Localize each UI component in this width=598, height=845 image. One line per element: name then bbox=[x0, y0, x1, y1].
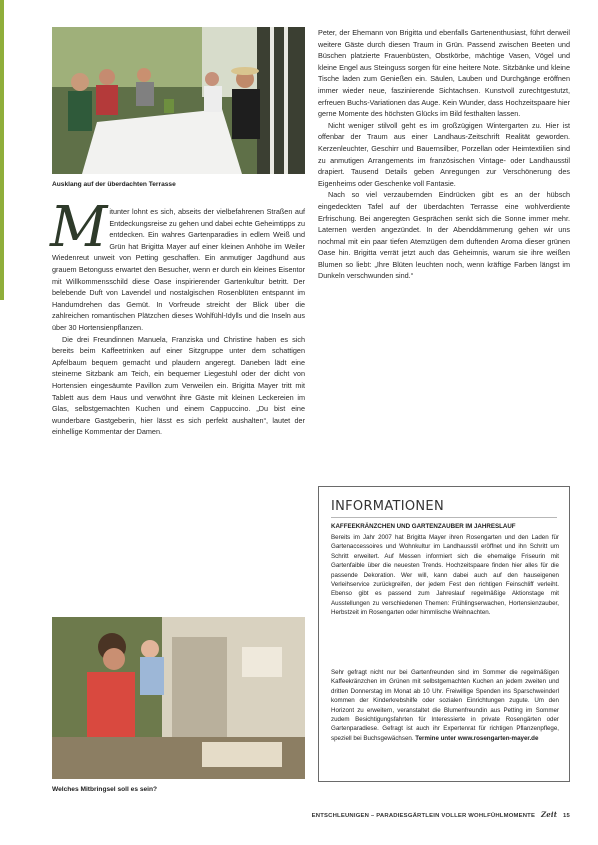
article-paragraph: Peter, der Ehemann von Brigitta und ebenfalls Gartenenthusiast, führt derweil weitere Gäste durch diesen Traum in Grün. Passend zwischen Beeten und Büschen platzierte Frauenbüsten, Obstkörbe, mächtige Vasen, Vögel und kleine Engel aus Steinguss sorgen für eine heitere Note. Sitzbänke und kleine Tische laden zum Genießen ein. Säulen, Lauben und Durchgänge eröffnen immer wieder neue, faszinierende Sichtachsen. Kunstvoll zurechtgestutzt, erfreuen Buchs-Variationen das Auge. Kein Wunder, dass Hochzeitspaare hier gerne Momente des höchsten Glücks im Bild festhalten lassen. bbox=[318, 28, 570, 119]
photo-shop bbox=[52, 617, 305, 779]
footer-title: ENTSCHLEUNIGEN – PARADIESGÄRTLEIN VOLLER WOHLFÜHLMOMENTE bbox=[311, 813, 536, 819]
photo-terrace bbox=[52, 27, 305, 174]
page-number: 15 bbox=[563, 813, 570, 819]
article-paragraph: Nicht weniger stilvoll geht es im großzügigen Wintergarten zu. Hier ist offenbar der Traum aus einer Landhaus-Zeitschrift Realität geworden. Kerzenleuchter, Geschirr und Bauernsilber, Porzellan oder Heimtextilien sind zu anmutigen Arrangements im französischen Vintage- oder Landhausstil drapiert. Tausend Details geben Anregungen zur Verschönerung des Eigenheims oder Geschenke voll Fantasie. bbox=[318, 120, 570, 188]
article-left-column bbox=[50, 195, 305, 438]
article-paragraph: Die drei Freundinnen Manuela, Franziska und Christine haben es sich bereits beim Kaffeetrinken auf einer Sitzgruppe unter dem schattigen Apfelbaum bequem gemacht und plaudern angeregt. Daneben lädt eine steinerne Sitzbank am Teich, ein bequemer Liegestuhl oder der dicht von Hortensien eingesäumte Pavillon zum Verweilen ein. Brigitta Mayer tritt mit Tablett aus dem Haus und verwöhnt ihre Gäste mit kleinen Leckereien im Glas, selbstgemachten Kuchen und einem Cappuccino. „Du bist eine wunderbare Gastgeberin, hier lässt es sich perfekt aushalten“, lautet der einhellige Kommentar der Damen. bbox=[52, 334, 305, 437]
info-paragraph bbox=[331, 668, 559, 743]
article-right-column bbox=[318, 27, 570, 282]
magazine-name: Zeit bbox=[540, 810, 558, 819]
photo-caption-shop: Welches Mitbringsel soll es sein? bbox=[52, 786, 158, 793]
info-box bbox=[318, 486, 570, 782]
article-paragraph bbox=[50, 195, 305, 334]
page-footer bbox=[312, 810, 570, 819]
info-subtitle: KAFFEEKRÄNZCHEN UND GARTENZAUBER IM JAHRESLAUF bbox=[331, 523, 516, 530]
article-paragraph-text: itunter lohnt es sich, abseits der vielbefahrenen Straßen auf Entdeckungsreise zu gehen und dabei echte Geheimtipps zu entdecken. Ein wahres Gartenparadies in edlem Weiß und Grün hat Brigitta Mayer auf einer kleinen Anhöhe im Weiler Wiedenreut unweit von Petting geschaffen. Ein anmutiger Jagdhund aus grauem Betonguss erwartet den Besucher, wenn er durch ein kleines Eisentor mit Willkommensschild diese Oase inspirierender Gartenkultur betritt. Der belebende Duft von Lavendel und nostalgischen Rosenblüten entspannt im Handumdrehen das Gemüt. In Vorfreude streicht der Blick über die zahlreichen romantischen Plätzchen dieses Wohlfühl-Idylls und die Inseln aus über 30 Hortensienpflanzen. bbox=[52, 207, 305, 332]
article-paragraph: Nach so viel verzaubernden Eindrücken gibt es an der hübsch eingedeckten Tafel auf der überdachten Terrasse eine wohlverdiente Erfrischung. Bei angeregten Gesprächen senkt sich die Sonne immer mehr. Laternen werden angezündet. In der Abenddämmerung gehen wir uns nochmal mit ein paar tiefen Atemzügen dem duftenden Aroma dieser grünen Oase hin. Brigitta verrät jetzt auch das Geheimnis, warum sie ihre weißen Blumen so liebt: „Ihre Blüten leuchten noch, wenn kräftige Farben längst im Dunkeln verschwunden sind.“ bbox=[318, 190, 570, 281]
website-link[interactable]: Termine unter www.rosengarten-mayer.de bbox=[415, 734, 539, 742]
photo-caption-terrace: Ausklang auf der überdachten Terrasse bbox=[52, 181, 176, 188]
info-paragraph: Bereits im Jahr 2007 hat Brigitta Mayer ihren Rosengarten und den Laden für Gartenaccessoires und Wohnkultur im Landhausstil eröffnet und ihn Schritt um Schritt erweitert. Auf Messen informiert sich die ehemalige Friseurin mit Gartenfaible über die neuesten Trends. Hochzeitspaare finden hier alles für die passende Dekoration. Wer will, kann dabei auch auf den hauseigenen Verleihservice zurückgreifen, der jedem Fest den richtigen Feinschliff verleiht. Ebenso gibt es passend zum Jahreslauf regelmäßige Aktionstage mit Ausstellungen zu verschiedenen Themen: Frühlingserwachen, Hortensienzauber, Herbstzeit im Rosengarten oder himmlische Weihnachten. bbox=[331, 534, 559, 617]
info-paragraph-text: Sehr gefragt nicht nur bei Gartenfreunden sind im Sommer die regelmäßigen Kaffeekränzchen im Grünen mit selbstgemachten Kuchen an jedem zweiten und dritten Donnerstag im Monat ab 10 Uhr. Freiwillige Spenden ins Sparschweinderl kommen der Kinderkrebshilfe oder sozialen Einrichtungen zugute. Um den Horizont zu erweitern, veranstaltet die Blumenfreundin aus Petting im Sommer zudem Besichtigungsfahrten für Interessierte in private Rosengärten oder Gartenparadiese. Gefragt ist auch ihr Expertenrat für richtigen Pflanzenpflege, speziell bei Buchsgewächsen. bbox=[331, 669, 559, 742]
terrace-scene-image bbox=[52, 27, 305, 174]
info-divider bbox=[331, 517, 557, 518]
page-edge-accent bbox=[0, 0, 4, 300]
info-title: INFORMATIONEN bbox=[331, 499, 444, 514]
shop-scene-image bbox=[52, 617, 305, 779]
dropcap-letter: M bbox=[50, 195, 108, 260]
